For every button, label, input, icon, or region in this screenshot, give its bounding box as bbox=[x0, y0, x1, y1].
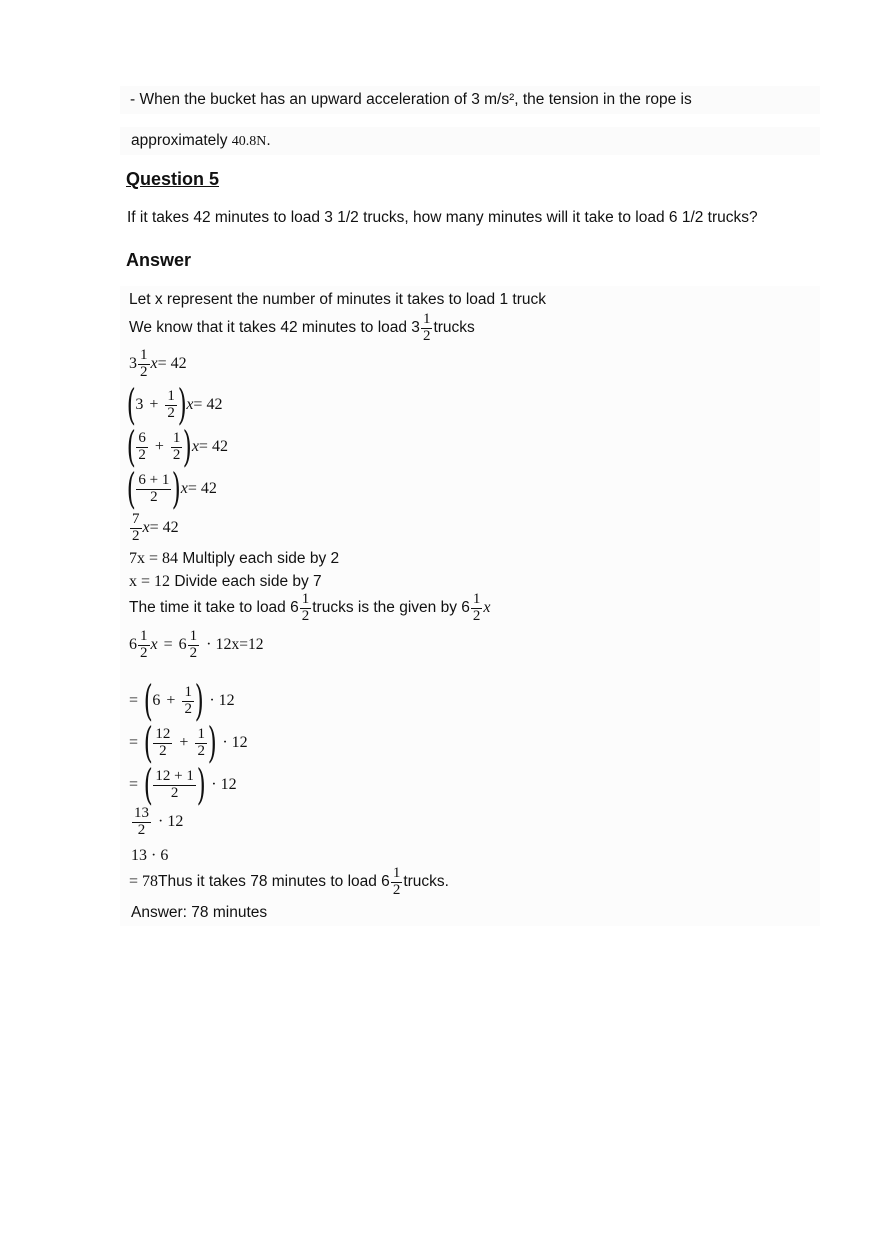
question-heading: Question 5 bbox=[126, 169, 220, 189]
equation-11: = ( $\frac{12 + 1}{2}$ ) · 12 bbox=[129, 760, 237, 809]
prev-line-2 bbox=[131, 132, 271, 150]
step-divide: Divide each side by 7 bbox=[170, 573, 322, 590]
equation-6 bbox=[129, 550, 339, 568]
answer-heading: Answer bbox=[126, 250, 192, 270]
equation-9: = ( 6 + $\frac{1}{2}$ ) · 12 bbox=[129, 676, 235, 725]
equation-7 bbox=[129, 573, 322, 591]
intro-line: Let x represent the number of minutes it takes to load 1 truck bbox=[129, 291, 546, 308]
equation-2: ( 3 + $\frac{1}{2}$ ) x = 42 bbox=[126, 380, 223, 429]
equation-3: ( $\frac{6}{2}$ + $\frac{1}{2}$ ) x = 42 bbox=[126, 422, 228, 471]
step-multiply: Multiply each side by 2 bbox=[178, 550, 340, 567]
prev-line-1: - When the bucket has an upward acceleration of 3 m/s², the tension in the rope is bbox=[130, 91, 692, 108]
trucks-text: trucks bbox=[433, 319, 475, 337]
fraction: $\frac{1}{2}$ bbox=[422, 311, 431, 344]
prev-line-2-end: . bbox=[266, 132, 271, 149]
tension-value: 40.8N bbox=[231, 134, 267, 149]
result-line: = 78 Thus it takes 78 minutes to load 6 $\frac{1}{2}$ trucks. bbox=[129, 865, 449, 898]
math-x-12: x = 12 bbox=[129, 573, 171, 590]
equation-10: = ( $\frac{12}{2}$ + $\frac{1}{2}$ ) · 12 bbox=[129, 718, 248, 767]
time-line: The time it take to load 6 $\frac{1}{2}$ trucks is the given by 6 $\frac{1}{2}$ x bbox=[129, 591, 491, 624]
question-text: If it takes 42 minutes to load 3 1/2 trucks, how many minutes will it take to load 6 1/2 trucks? bbox=[127, 209, 758, 226]
equation-4: ( $\frac{6 + 1}{2}$ ) x = 42 bbox=[126, 464, 217, 513]
math-7x-84: 7x = 84 bbox=[129, 550, 179, 567]
equation-12: $\frac{13}{2}$ · 12 bbox=[134, 805, 184, 838]
final-answer: Answer: 78 minutes bbox=[131, 904, 268, 921]
equation-8: 6 $\frac{1}{2}$ x = 6 $\frac{1}{2}$ · 12 x=12 bbox=[129, 628, 264, 661]
equation-1: 3 $\frac{1}{2}$ x = 42 bbox=[129, 347, 187, 380]
equation-5: $\frac{7}{2}$ x = 42 bbox=[132, 511, 179, 544]
known-line bbox=[129, 312, 475, 345]
equation-13: 13 · 6 bbox=[131, 847, 169, 864]
prev-line-2-text: approximately bbox=[131, 132, 232, 149]
known-text: We know that it takes 42 minutes to load 3 bbox=[129, 319, 420, 337]
